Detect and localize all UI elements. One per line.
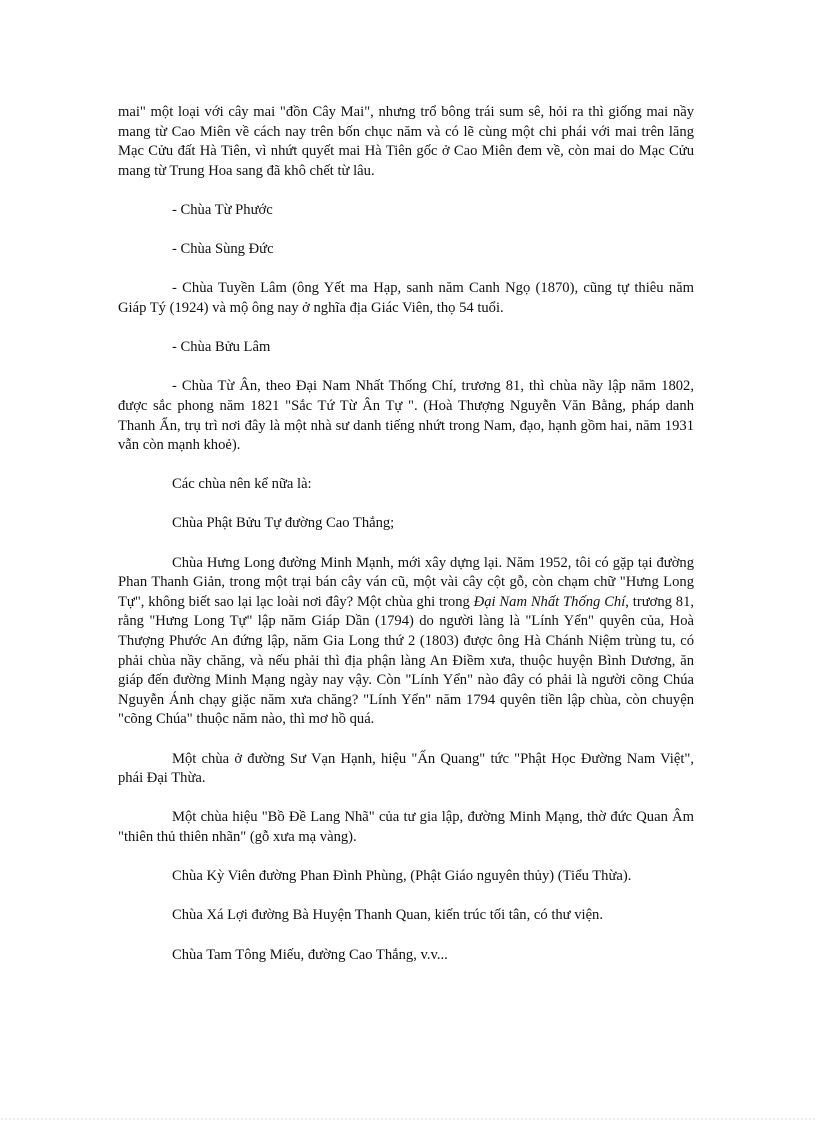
paragraph xyxy=(118,906,694,926)
paragraph-text: - Chùa Bửu Lâm xyxy=(172,339,271,356)
paragraph-text: - Chùa Sùng Đức xyxy=(172,241,274,258)
paragraph-text: , trương 81, rằng "Hưng Long Tự" lập năm Giáp Dần (1794) do người làng là "Lính Yển" quyên của, Hoà Thượng Phước An đứng lập, năm Gia Long thứ 2 (1803) được ông Hà Chánh Niệm trùng tu, có phải chùa nầy chăng, và nếu phải thì địa phận làng An Điềm xưa, thuộc huyện Bình Dương, ăn giáp đến đường Minh Mạng ngày nay vậy. Còn "Lính Yển" nào đây có phải là người cõng Chúa Nguyễn Ánh chạy giặc năm xưa chăng? "Lính Yển" năm 1794 quyên tiền lập chùa, còn chuyện "cõng Chúa" thuộc năm nào, thì mơ hồ quá. xyxy=(118,593,695,728)
paragraph xyxy=(118,201,694,221)
paragraph xyxy=(118,750,694,789)
paragraph-text: - Chùa Từ Ân, theo Đại Nam Nhất Thống Chí, trương 81, thì chùa nầy lập năm 1802, được sắc phong năm 1821 "Sắc Tứ Từ Ân Tự ". (Hoà Thượng Nguyễn Văn Bằng, pháp danh Thanh Ẩn, trụ trì nơi đây là một nhà sư danh tiếng nhứt trong Nam, đạo, hạnh gồm hai, năm 1931 vẫn còn mạnh khoẻ). xyxy=(118,378,694,454)
paragraph xyxy=(118,240,694,260)
paragraph-text: Chùa Xá Lợi đường Bà Huyện Thanh Quan, kiến trúc tối tân, có thư viện. xyxy=(172,907,604,924)
paragraph-text: Chùa Phật Bửu Tự đường Cao Thắng; xyxy=(172,515,395,532)
paragraph xyxy=(118,554,694,730)
paragraph xyxy=(118,103,694,181)
page-bottom-dotted-border xyxy=(0,1117,816,1123)
paragraph xyxy=(118,514,694,534)
paragraph-text: Chùa Tam Tông Miếu, đường Cao Thắng, v.v... xyxy=(172,946,448,963)
paragraph-text: mai" một loại với cây mai "đồn Cây Mai", nhưng trổ bông trái sum sê, hỏi ra thì giống mai nầy mang từ Cao Miên về cách nay trên bốn chục năm và có lẽ cùng một chi phái với mai trên lăng Mạc Cửu đất Hà Tiên, vì nhứt quyết mai Hà Tiên gốc ở Cao Miên đem về, còn mai do Mạc Cửu mang từ Trung Hoa sang đã khô chết từ lâu. xyxy=(118,104,694,179)
paragraph xyxy=(118,279,694,318)
paragraph xyxy=(118,867,694,887)
paragraph-text: Một chùa hiệu "Bồ Đề Lang Nhã" của tư gia lập, đường Minh Mạng, thờ đức Quan Âm "thiên thủ thiên nhãn" (gỗ xưa mạ vàng). xyxy=(118,809,694,845)
paragraph xyxy=(118,808,694,847)
paragraph-text: - Chùa Từ Phước xyxy=(172,201,273,218)
book-title-italic: Đại Nam Nhất Thống Chí xyxy=(473,593,626,610)
paragraph-text: Một chùa ở đường Sư Vạn Hạnh, hiệu "Ấn Quang" tức "Phật Học Đường Nam Việt", phái Đại Thừa. xyxy=(118,750,694,787)
paragraph-text: Chùa Hưng Long đường Minh Mạnh, mới xây dựng lại. Năm 1952, tôi có gặp tại đường Phan Thanh Giản, trong một trại bán cây ván cũ, một vài cây cột gỗ, còn chạm chữ "Hưng Long Tự", không biết sao lại lạc loài nơi đây? Một chùa ghi trong xyxy=(118,554,694,610)
document-page xyxy=(118,103,694,985)
paragraph-text: - Chùa Tuyền Lâm (ông Yết ma Hạp, sanh năm Canh Ngọ (1870), cũng tự thiêu năm Giáp Tý (1924) và mộ ông nay ở nghĩa địa Giác Viên, thọ 54 tuổi. xyxy=(118,280,694,316)
paragraph xyxy=(118,377,694,455)
paragraph xyxy=(118,946,694,966)
paragraph xyxy=(118,475,694,495)
paragraph xyxy=(118,338,694,358)
paragraph-text: Các chùa nên kể nữa là: xyxy=(172,476,312,493)
paragraph-text: Chùa Kỳ Viên đường Phan Đình Phùng, (Phật Giáo nguyên thủy) (Tiểu Thừa). xyxy=(172,868,632,885)
